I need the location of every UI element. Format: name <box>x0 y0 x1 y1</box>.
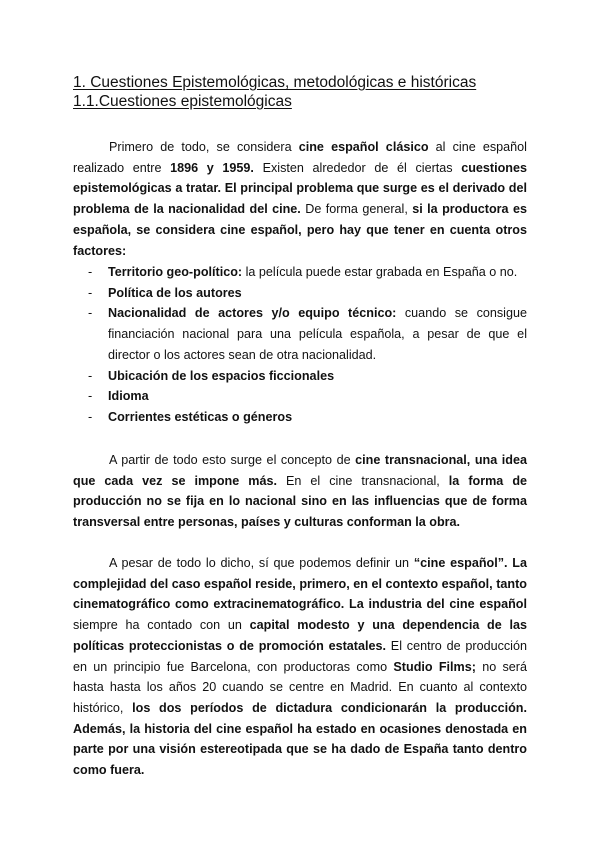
list-item <box>73 407 527 428</box>
bold-run: cuestiones epistemológicas a tratar. El principal problema que surge es el derivado del problema de la nacionalidad del cine. <box>73 160 528 217</box>
factors-list <box>73 262 527 428</box>
text-run: al cine español realizado entre <box>73 140 527 175</box>
text-run: no será hasta hasta los años 20 cuando se centre en Madrid. En cuanto al contexto histórico, <box>73 659 527 715</box>
bold-run: cine español clásico <box>298 140 429 154</box>
paragraph-spanish-cinema <box>73 553 527 781</box>
bold-run: cine transnacional, una idea que cada vez se impone más. <box>73 453 527 488</box>
list-item <box>73 262 527 283</box>
bold-run: Nacionalidad de actores y/o equipo técnico: <box>108 306 397 321</box>
text-run: cuando se consigue financiación nacional para una película española, a pesar de que el director o los actores sean de otra nacionalidad. <box>108 306 527 362</box>
list-item <box>73 283 527 304</box>
text-run: A partir de todo esto surge el concepto de <box>109 453 356 467</box>
bold-run: Idioma <box>108 389 149 404</box>
bold-run: los dos períodos de dictadura condicionarán la producción. Además, la historia del cine español ha estado en ocasiones denostada en parte por una visión estereotipada que se ha dado de España tanto dentro como fuera. <box>73 700 527 778</box>
bold-run: 1896 y 1959. <box>170 160 254 175</box>
bold-run: “cine español”. La complejidad del caso español reside, primero, en el contexto español, tanto cinematográfico como extracinematográfico. La industria del cine español <box>73 556 527 612</box>
bold-run: si la productora es española, se considera cine español, pero hay que tener en cuenta otros factores: <box>73 202 527 258</box>
subsection-heading: 1.1.Cuestiones epistemológicas <box>73 93 292 110</box>
section-heading: 1. Cuestiones Epistemológicas, metodológicas e históricas <box>73 74 477 91</box>
text-run: A pesar de todo lo dicho, sí que podemos definir un <box>109 556 414 570</box>
bold-run: Corrientes estéticas o géneros <box>108 409 293 424</box>
list-dash: - <box>88 389 93 404</box>
text-run: En el cine transnacional, <box>276 473 449 488</box>
bold-run: capital modesto y una dependencia de las políticas proteccionistas o de promoción estatales. <box>73 618 527 653</box>
bold-run: Política de los autores <box>108 285 242 300</box>
text-run: Primero de todo, se considera <box>109 140 299 154</box>
bold-run: Territorio geo-político: <box>108 265 243 279</box>
list-dash: - <box>88 285 93 300</box>
bold-run: la forma de producción no se fija en lo nacional sino en las influencias que de forma transversal entre personas, países y culturas conforman la obra. <box>73 473 528 530</box>
list-item <box>73 386 527 407</box>
list-dash: - <box>88 368 93 383</box>
list-dash: - <box>88 265 93 279</box>
text-run: El centro de producción en un principio fue Barcelona, con productoras como <box>73 638 527 674</box>
text-run: De forma general, <box>300 202 413 217</box>
list-item <box>73 366 527 387</box>
text-run: la película puede estar grabada en España o no. <box>242 265 518 279</box>
bold-run: Studio Films; <box>393 659 476 674</box>
list-dash: - <box>88 306 93 321</box>
paragraph-intro <box>73 137 527 261</box>
paragraph-transnational <box>73 450 527 533</box>
bold-run: Ubicación de los espacios ficcionales <box>108 368 335 383</box>
list-item <box>73 303 527 365</box>
text-run: siempre ha contado con un <box>73 618 250 633</box>
list-dash: - <box>88 409 93 424</box>
text-run: Existen alrededor de él ciertas <box>253 160 462 175</box>
